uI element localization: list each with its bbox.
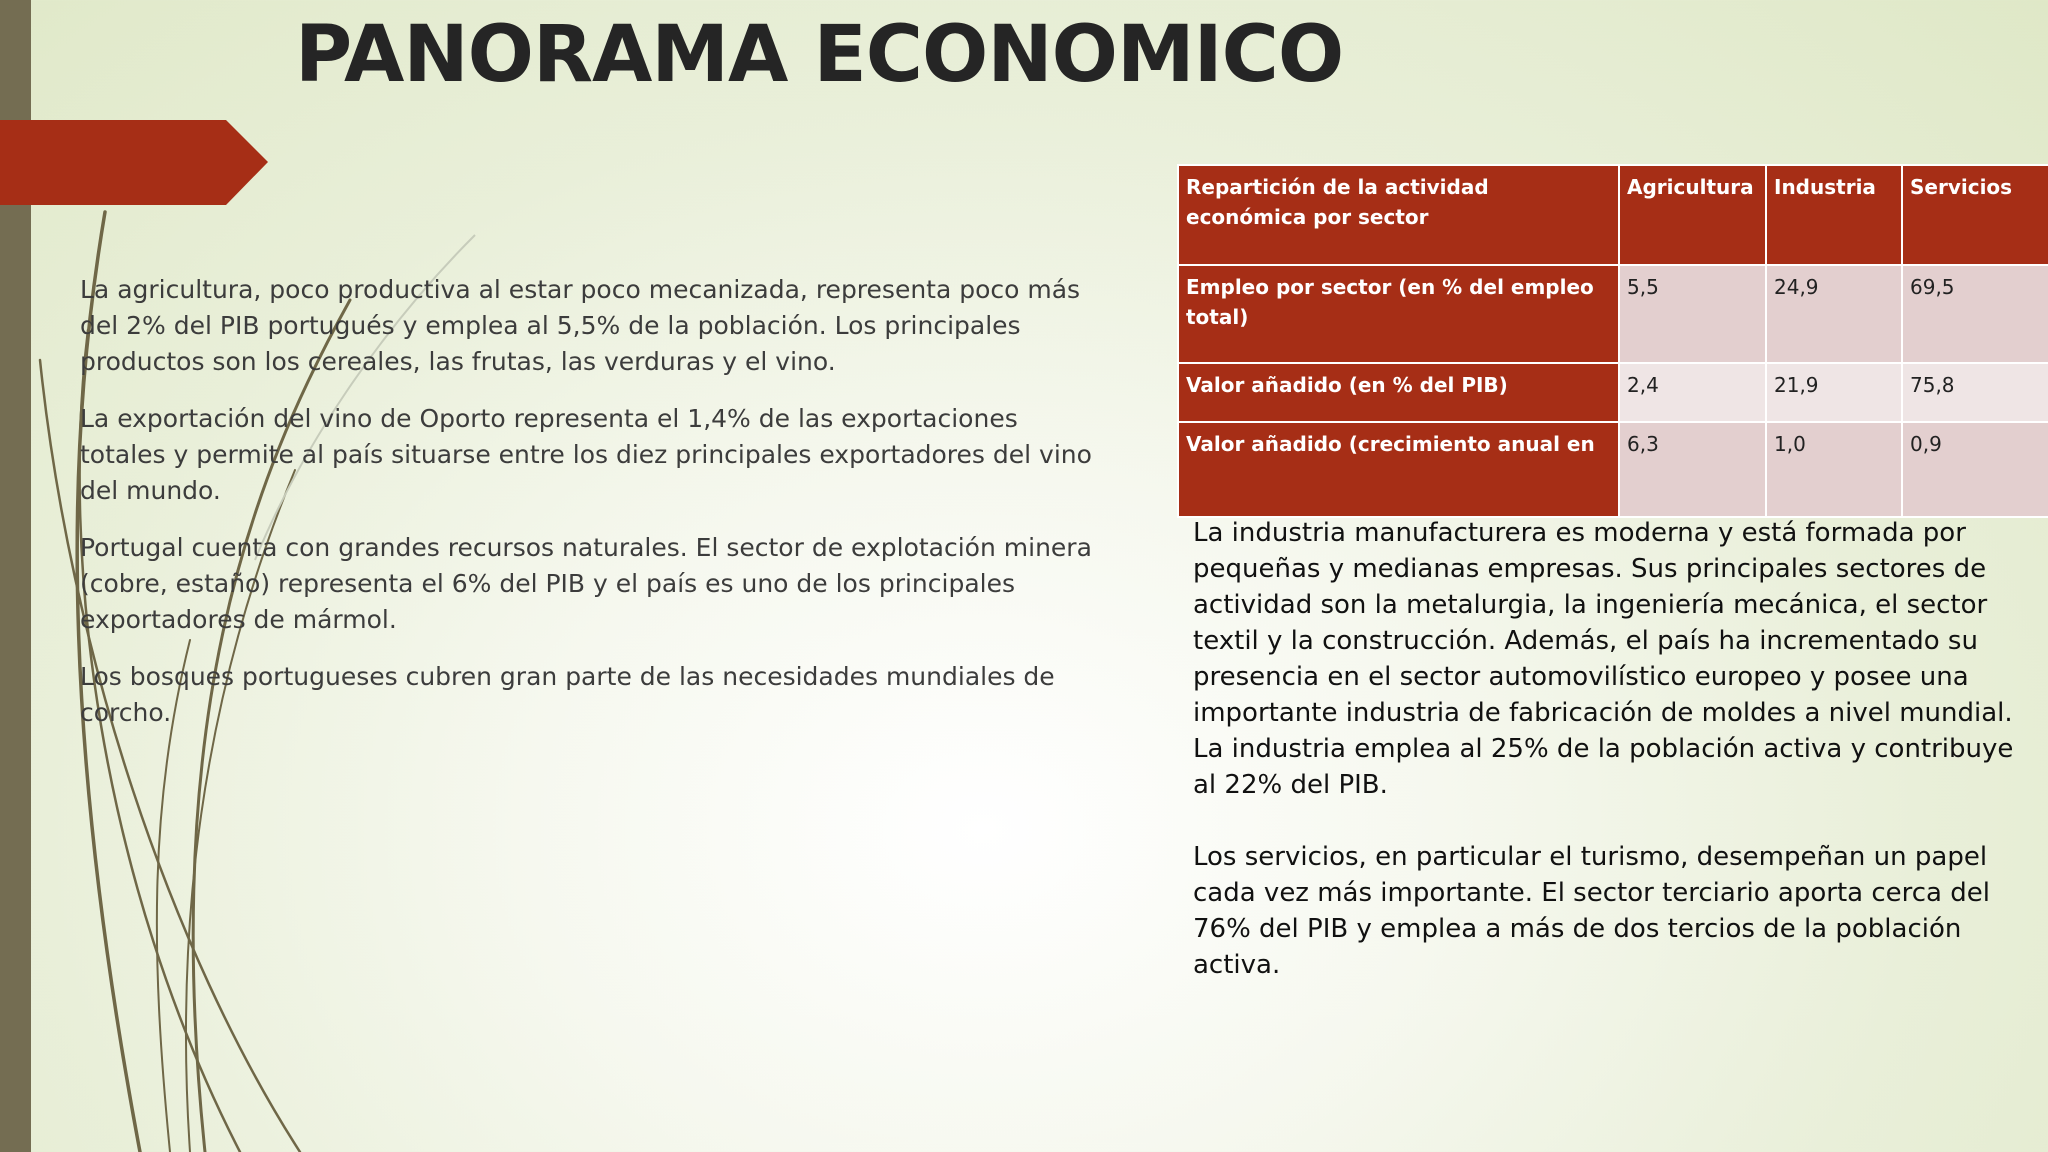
forests-paragraph: Los bosques portugueses cubren gran parte de las necesidades mundiales de corcho.	[80, 662, 1055, 727]
services-paragraph: Los servicios, en particular el turismo, desempeñan un papel cada vez más importante. El sector terciario aporta cerca del 76% del PIB y emplea a más de dos tercios de la población activa.	[1193, 842, 1990, 980]
table-cell: 2,4	[1619, 363, 1766, 422]
table-cell: 6,3	[1619, 422, 1766, 517]
industry-paragraph: La industria manufacturera es moderna y está formada por pequeñas y medianas empresas. Sus principales sectores de actividad son la metalurgia, la ingeniería mecánica, el sector textil y la construcción. Además, el país ha incrementado su presencia en el sector automovilístico europeo y posee una importante industria de fabricación de moldes a nivel mundial. La industria emplea al 25% de la población activa y contribuye al 22% del PIB.	[1193, 518, 2014, 800]
table-cell: 24,9	[1766, 265, 1902, 363]
table-row	[1178, 265, 2048, 363]
natural-resources-paragraph: Portugal cuenta con grandes recursos naturales. El sector de explotación minera (cobre, estaño) representa el 6% del PIB y el país es uno de los principales exportadores de mármol.	[80, 533, 1092, 634]
table-cell: 69,5	[1902, 265, 2048, 363]
header-cell-services: Servicios	[1902, 165, 2048, 265]
table-header-row	[1178, 165, 2048, 265]
header-cell-sector: Repartición de la actividad económica por sector	[1178, 165, 1619, 265]
title-accent-arrow	[0, 120, 268, 205]
right-text-column	[1193, 515, 2023, 983]
table-row	[1178, 422, 2048, 517]
row-label: Valor añadido (en % del PIB)	[1178, 363, 1619, 422]
header-cell-agriculture: Agricultura	[1619, 165, 1766, 265]
economic-sector-table	[1177, 164, 2048, 518]
wine-export-paragraph: La exportación del vino de Oporto representa el 1,4% de las exportaciones totales y permite al país situarse entre los diez principales exportadores del vino del mundo.	[80, 404, 1092, 505]
table-row	[1178, 363, 2048, 422]
table-cell: 0,9	[1902, 422, 2048, 517]
table-cell: 75,8	[1902, 363, 2048, 422]
header-cell-industry: Industria	[1766, 165, 1902, 265]
slide-title: PANORAMA ECONOMICO	[295, 10, 1344, 100]
row-label: Empleo por sector (en % del empleo total)	[1178, 265, 1619, 363]
table-cell: 1,0	[1766, 422, 1902, 517]
row-label: Valor añadido (crecimiento anual en	[1178, 422, 1619, 517]
table-cell: 21,9	[1766, 363, 1902, 422]
agriculture-paragraph: La agricultura, poco productiva al estar poco mecanizada, representa poco más del 2% del PIB portugués y emplea al 5,5% de la población. Los principales productos son los cereales, las frutas, las verduras y el vino.	[80, 275, 1081, 376]
left-text-column	[80, 272, 1100, 752]
table-cell: 5,5	[1619, 265, 1766, 363]
